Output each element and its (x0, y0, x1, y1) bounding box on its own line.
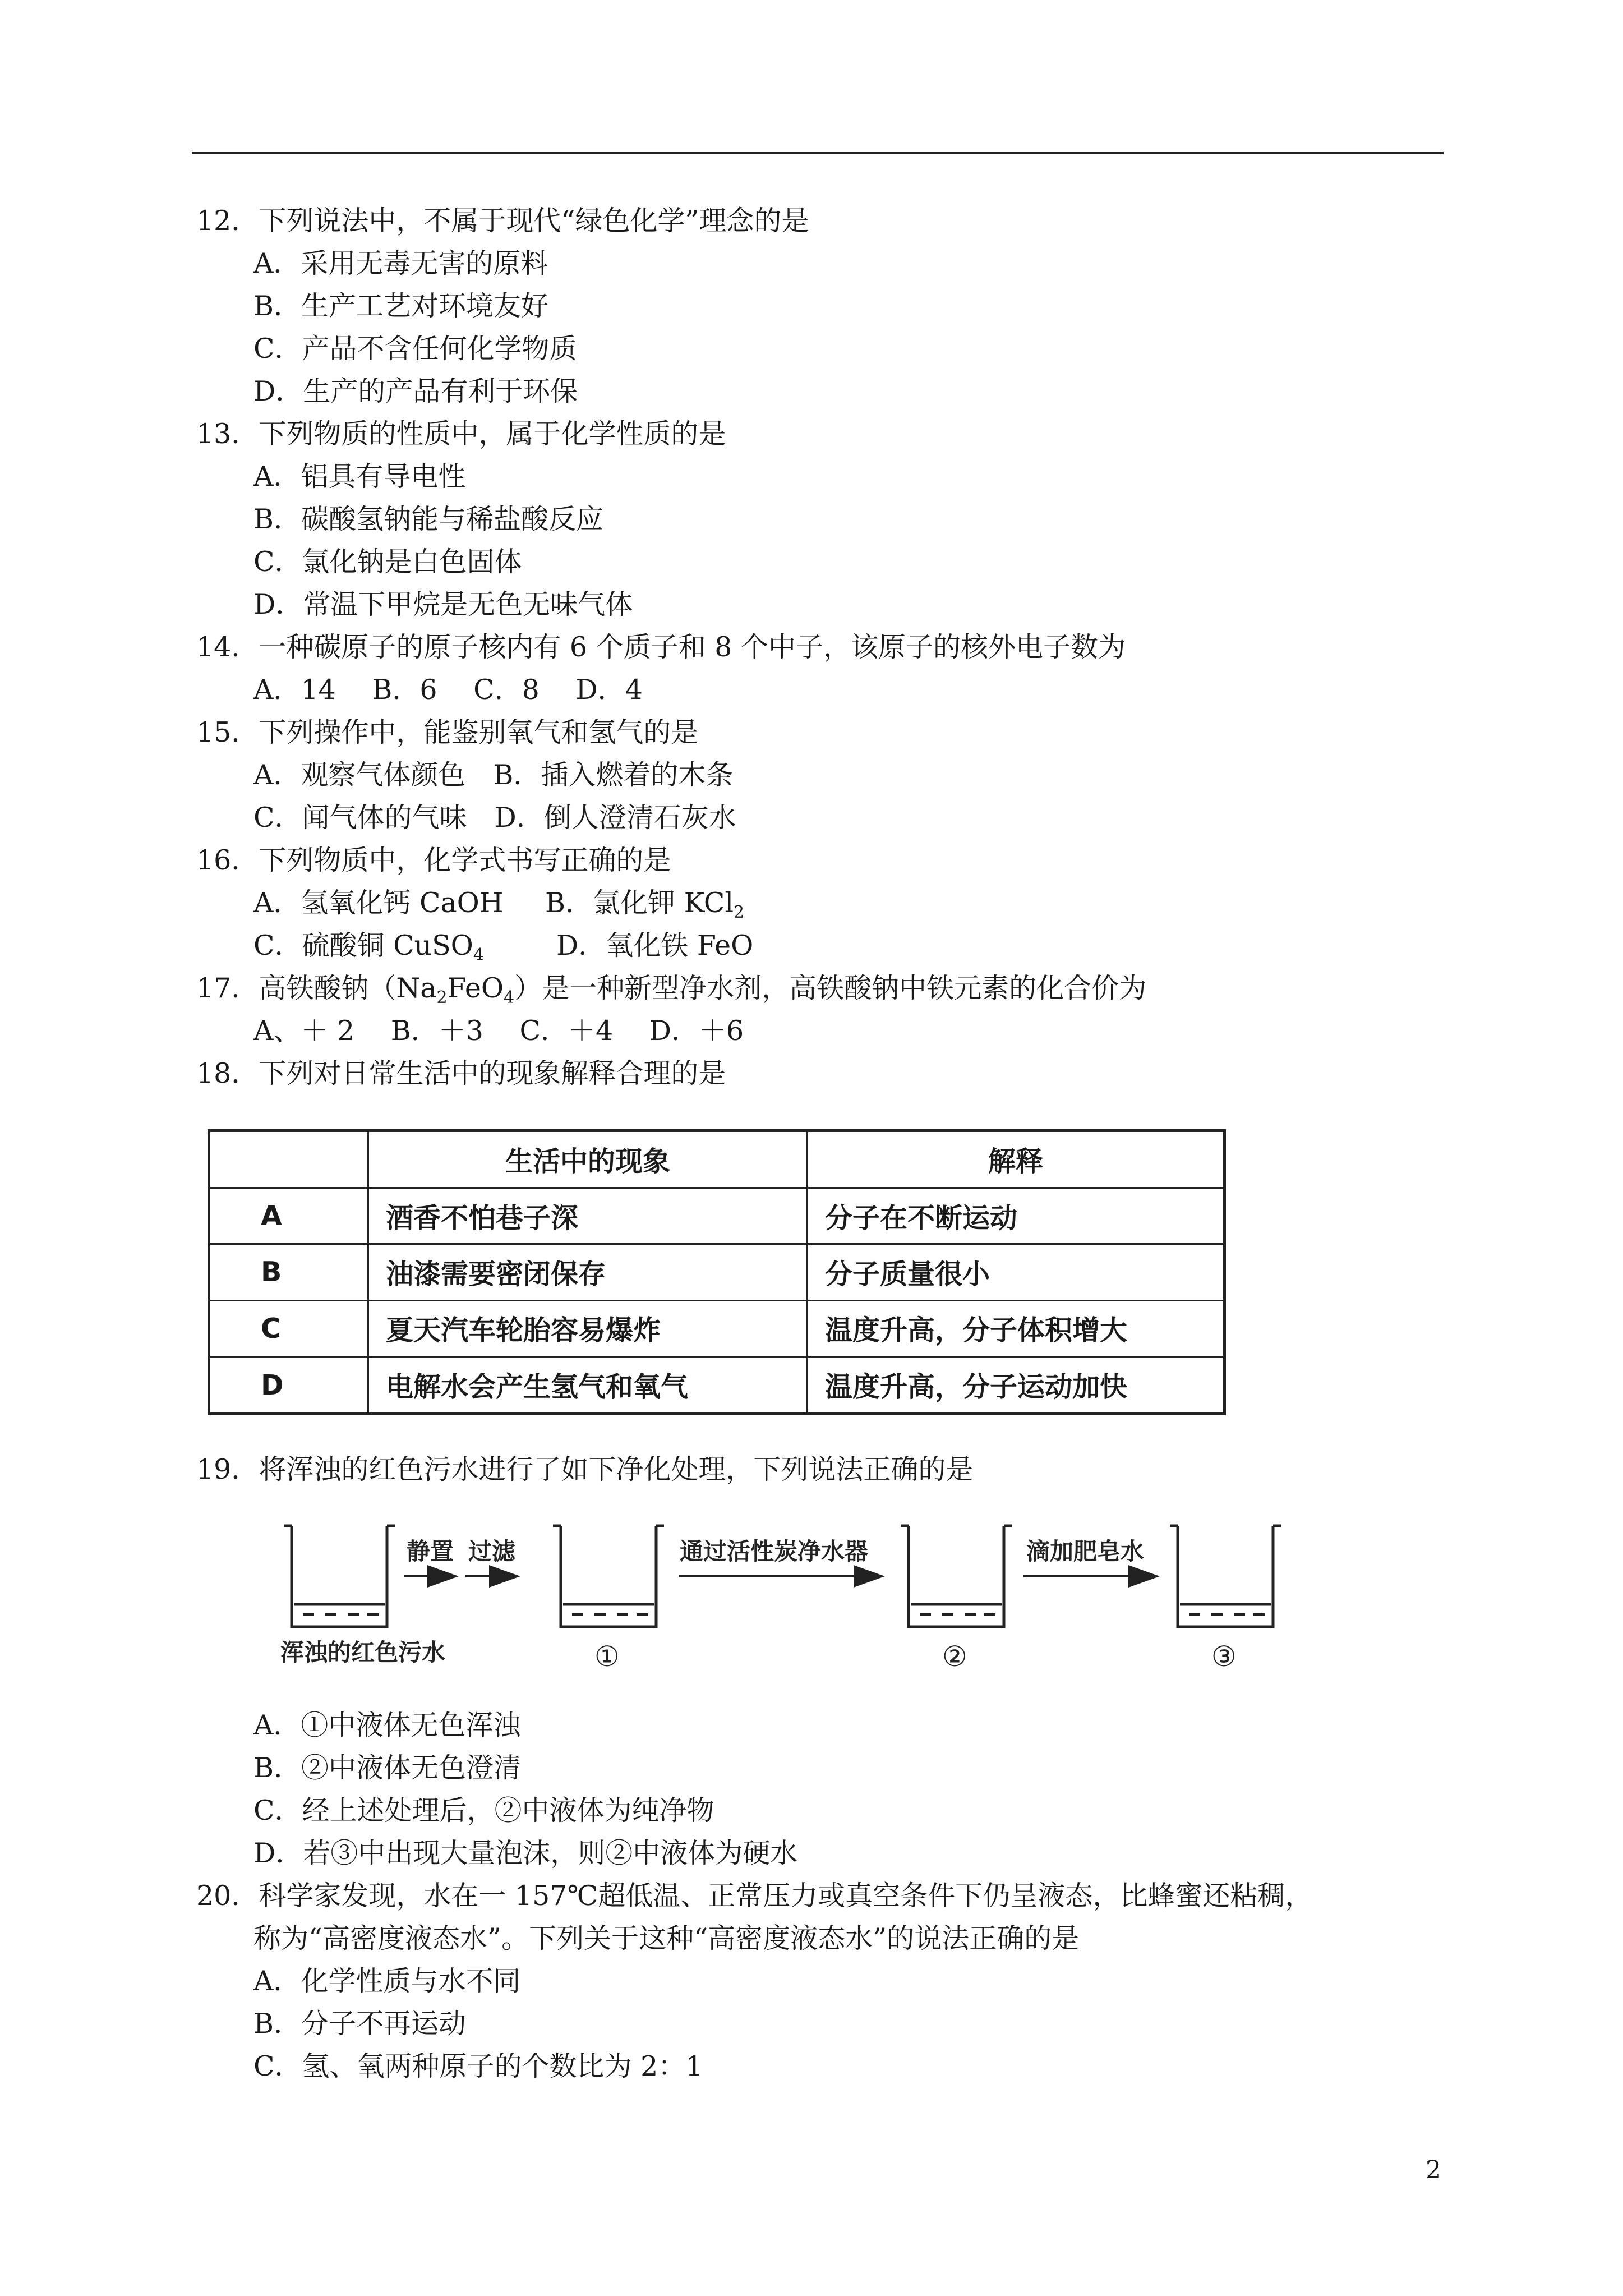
row-phenomenon: 夏天汽车轮胎容易爆炸 (368, 1300, 808, 1356)
q20-stem-line2: 称为“高密度液态水”。下列关于这种“高密度液态水”的说法正确的是 (253, 1922, 1080, 1954)
q13-option-c: C．氯化钠是白色固体 (253, 546, 522, 578)
label-step2: 通过活性炭净水器 (680, 1538, 869, 1565)
row-explanation: 分子质量很小 (808, 1244, 1225, 1300)
q17-stem: 17．高铁酸钠$(Na_2FeO_4)$是一种新型净水剂，高铁酸钠中铁元素的化合价为 (196, 972, 1147, 1007)
q19-option-d: D．若③中出现大量泡沫，则②中液体为硬水 (253, 1837, 798, 1869)
row-explanation: 温度升高，分子体积增大 (808, 1300, 1225, 1356)
q14-stem: 14．一种碳原子的原子核内有 6 个质子和 8 个中子，该原子的核外电子数为 (196, 631, 1126, 663)
purification-diagram (247, 1515, 1301, 1683)
q13-option-d: D．常温下甲烷是无色无味气体 (253, 588, 633, 620)
q13-stem: 13．下列物质的性质中，属于化学性质的是 (196, 418, 726, 450)
beaker-1 (553, 1526, 664, 1627)
q18-table (208, 1129, 1226, 1415)
beaker-start (284, 1526, 395, 1627)
q12-option-c: C．产品不含任何化学物质 (253, 333, 577, 365)
q20-option-c: C．氢、氧两种原子的个数比为 2：1 (253, 2050, 703, 2082)
q19-stem: 19．将浑浊的红色污水进行了如下净化处理，下列说法正确的是 (196, 1453, 974, 1485)
table-header-blank (209, 1131, 368, 1188)
table-row (209, 1357, 1225, 1414)
q19-option-c: C．经上述处理后，②中液体为纯净物 (253, 1795, 714, 1826)
q19-option-b: B．②中液体无色澄清 (253, 1752, 522, 1784)
row-phenomenon: 油漆需要密闭保存 (368, 1244, 808, 1300)
table-header-explanation: 解释 (808, 1131, 1225, 1188)
table-header-phenomenon: 生活中的现象 (368, 1131, 808, 1188)
label-step3: 滴加肥皂水 (1026, 1538, 1145, 1565)
row-phenomenon: 电解水会产生氢气和氧气 (368, 1357, 808, 1414)
q16-option-c: C．硫酸铜 CuSO$_4$ (253, 930, 484, 965)
table-header-row (209, 1131, 1225, 1188)
q15-options-line2: C．闻气体的气味 D．倒人澄清石灰水 (253, 802, 736, 834)
row-key: D (209, 1357, 368, 1414)
q12-option-a: A．采用无毒无害的原料 (253, 247, 548, 279)
page-number: 2 (1426, 2156, 1441, 2184)
q18-stem: 18．下列对日常生活中的现象解释合理的是 (196, 1057, 726, 1089)
q13-option-a: A．铝具有导电性 (253, 461, 466, 493)
q20-option-b: B．分子不再运动 (253, 2008, 467, 2040)
q17-options: A、＋ 2 B．＋3 C．＋4 D．＋6 (253, 1015, 744, 1047)
row-key: C (209, 1300, 368, 1356)
label-step1a: 静置 (407, 1538, 454, 1565)
row-phenomenon: 酒香不怕巷子深 (368, 1188, 808, 1244)
q13-option-b: B．碳酸氢钠能与稀盐酸反应 (253, 503, 604, 535)
q16-option-a: A．氢氧化钙 CaOH (253, 887, 504, 919)
q20-option-a: A．化学性质与水不同 (253, 1965, 521, 1997)
q19-option-a: A．①中液体无色浑浊 (253, 1709, 521, 1741)
q12-stem: 12．下列说法中，不属于现代“绿色化学”理念的是 (196, 205, 809, 237)
table-row (209, 1188, 1225, 1244)
row-explanation: 分子在不断运动 (808, 1188, 1225, 1244)
label-mark1: ① (594, 1640, 620, 1673)
q15-stem: 15．下列操作中，能鉴别氧气和氢气的是 (196, 716, 699, 748)
row-key: A (209, 1188, 368, 1244)
table-row (209, 1300, 1225, 1356)
row-explanation: 温度升高，分子运动加快 (808, 1357, 1225, 1414)
q14-options: A．14 B．6 C．8 D．4 (253, 674, 643, 706)
label-start: 浑浊的红色污水 (280, 1639, 446, 1666)
label-step1b: 过滤 (468, 1538, 516, 1565)
q12-option-d: D．生产的产品有利于环保 (253, 375, 578, 407)
q16-option-b: B．氯化钾 KCl$_2$ (545, 887, 745, 922)
q16-stem: 16．下列物质中，化学式书写正确的是 (196, 844, 671, 876)
row-key: B (209, 1244, 368, 1300)
q20-stem-line1: 20．科学家发现，水在一 157℃超低温、正常压力或真空条件下仍呈液态，比蜂蜜还粘稠， (196, 1880, 1313, 1912)
beaker-2 (901, 1526, 1012, 1627)
header-rule (192, 152, 1444, 154)
label-mark3: ③ (1211, 1640, 1237, 1673)
q16-option-d: D．氧化铁 FeO (556, 930, 754, 961)
label-mark2: ② (942, 1640, 967, 1673)
q12-option-b: B．生产工艺对环境友好 (253, 290, 549, 322)
table-row (209, 1244, 1225, 1300)
beaker-3 (1170, 1526, 1281, 1627)
q15-options-line1: A．观察气体颜色 B．插入燃着的木条 (253, 759, 734, 791)
